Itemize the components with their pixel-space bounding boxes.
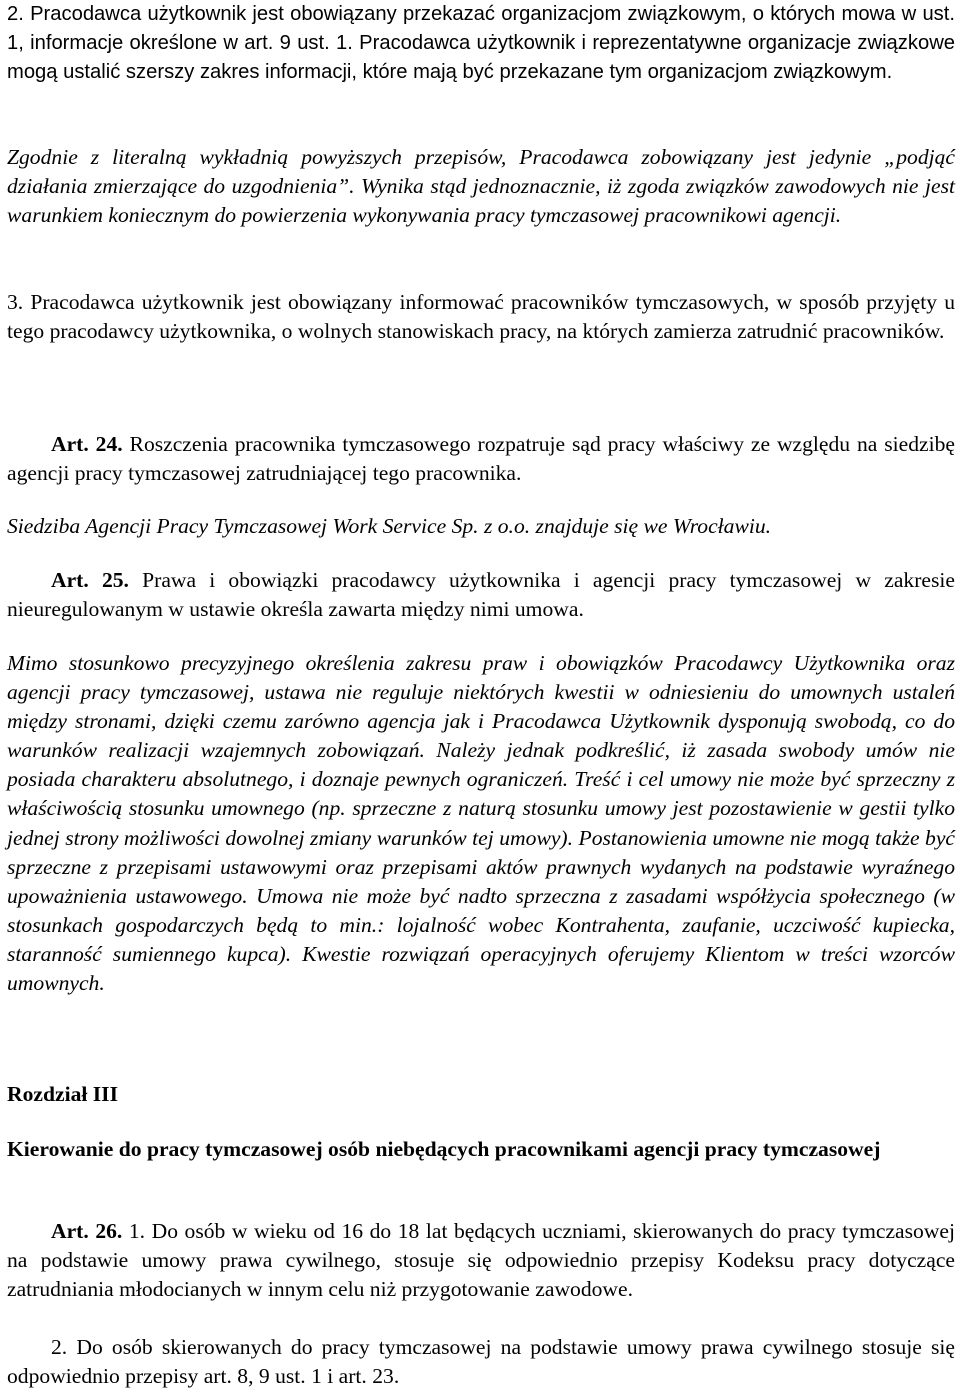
paragraph-art26-section2: 2. Do osób skierowanych do pracy tymczasowej na podstawie umowy prawa cywilnego stosuje się odpowiednio przepisy art. 8, 9 ust. 1 i art. 23.	[7, 1335, 955, 1388]
paragraph-art23-section3: 3. Pracodawca użytkownik jest obowiązany informować pracowników tymczasowych, w sposób przyjęty u tego pracodawcy użytkownika, o wolnych stanowiskach pracy, na których zamierza zatrudnić pracowników.	[7, 290, 955, 343]
article-text: 1. Do osób w wieku od 16 do 18 lat będących uczniami, skierowanych do pracy tymczasowej na podstawie umowy prawa cywilnego, stosuje się odpowiednio przepisy Kodeksu pracy dotyczące zatrudniania młodocianych w innym celu niż przygotowanie zawodowe.	[7, 1219, 955, 1301]
commentary-paragraph-contract-freedom: Mimo stosunkowo precyzyjnego określenia zakresu praw i obowiązków Pracodawcy Użytkownika oraz agencji pracy tymczasowej, ustawa nie reguluje niektórych kwestii w odniesieniu do umownych ustaleń między stronami, dzięki czemu zarówno agencja jak i Pracodawca Użytkownik dysponują swobodą, co do warunków realizacji wzajemnych zobowiązań. Należy jednak podkreślić, iż zasada swobody umów nie posiada charakteru absolutnego, i doznaje pewnych ograniczeń. Treść i cel umowy nie może być sprzeczny z właściwością stosunku umownego (np. sprzeczne z naturą stosunku umowy jest pozostawienie w gestii tylko jednej strony możliwości dowolnej zmiany warunków tej umowy). Postanowienia umowne nie mogą także być sprzeczne z przepisami ustawowymi oraz przepisami aktów prawnych wydanych na podstawie wyraźnego upoważnienia ustawowego. Umowa nie może być nadto sprzeczna z zasadami współżycia społecznego (w stosunkach gospodarczych będą to min.: lojalność wobec Kontrahenta, zaufanie, uczciwość kupiecka, staranność sumiennego kupca). Kwestie rozwiązań operacyjnych oferujemy Klientom w treści wzorców umownych.	[7, 651, 955, 996]
paragraph-art26-section1	[7, 1217, 955, 1304]
paragraph-art23-section2: 2. Pracodawca użytkownik jest obowiązany przekazać organizacjom związkowym, o których mowa w ust. 1, informacje określone w art. 9 ust. 1. Pracodawca użytkownik i reprezentatywne organizacje związkowe mogą ustalić szerszy zakres informacji, które mają być przekazane tym organizacjom związkowym.	[7, 3, 955, 83]
chapter-title: Kierowanie do pracy tymczasowej osób niebędących pracownikami agencji pracy tymczasowej	[7, 1137, 881, 1161]
commentary-paragraph-agency-seat: Siedziba Agencji Pracy Tymczasowej Work Service Sp. z o.o. znajduje się we Wrocławiu.	[7, 514, 772, 538]
article-text: Prawa i obowiązki pracodawcy użytkownika i agencji pracy tymczasowej w zakresie nieuregulowanym w ustawie określa zawarta między nimi umowa.	[7, 568, 955, 621]
chapter-heading: Rozdział III	[7, 1082, 118, 1106]
paragraph-art25	[7, 566, 955, 624]
article-label: Art. 26.	[51, 1219, 123, 1243]
paragraph-art24	[7, 430, 955, 488]
article-text: Roszczenia pracownika tymczasowego rozpatruje sąd pracy właściwy ze względu na siedzibę agencji pracy tymczasowej zatrudniającej tego pracownika.	[7, 432, 955, 485]
commentary-paragraph-union-consent: Zgodnie z literalną wykładnią powyższych przepisów, Pracodawca zobowiązany jest jedynie „podjąć działania zmierzające do uzgodnienia”. Wynika stąd jednoznacznie, iż zgoda związków zawodowych nie jest warunkiem koniecznym do powierzenia wykonywania pracy tymczasowej pracownikowi agencji.	[7, 145, 955, 227]
article-label: Art. 24.	[51, 432, 123, 456]
article-label: Art. 25.	[51, 568, 129, 592]
